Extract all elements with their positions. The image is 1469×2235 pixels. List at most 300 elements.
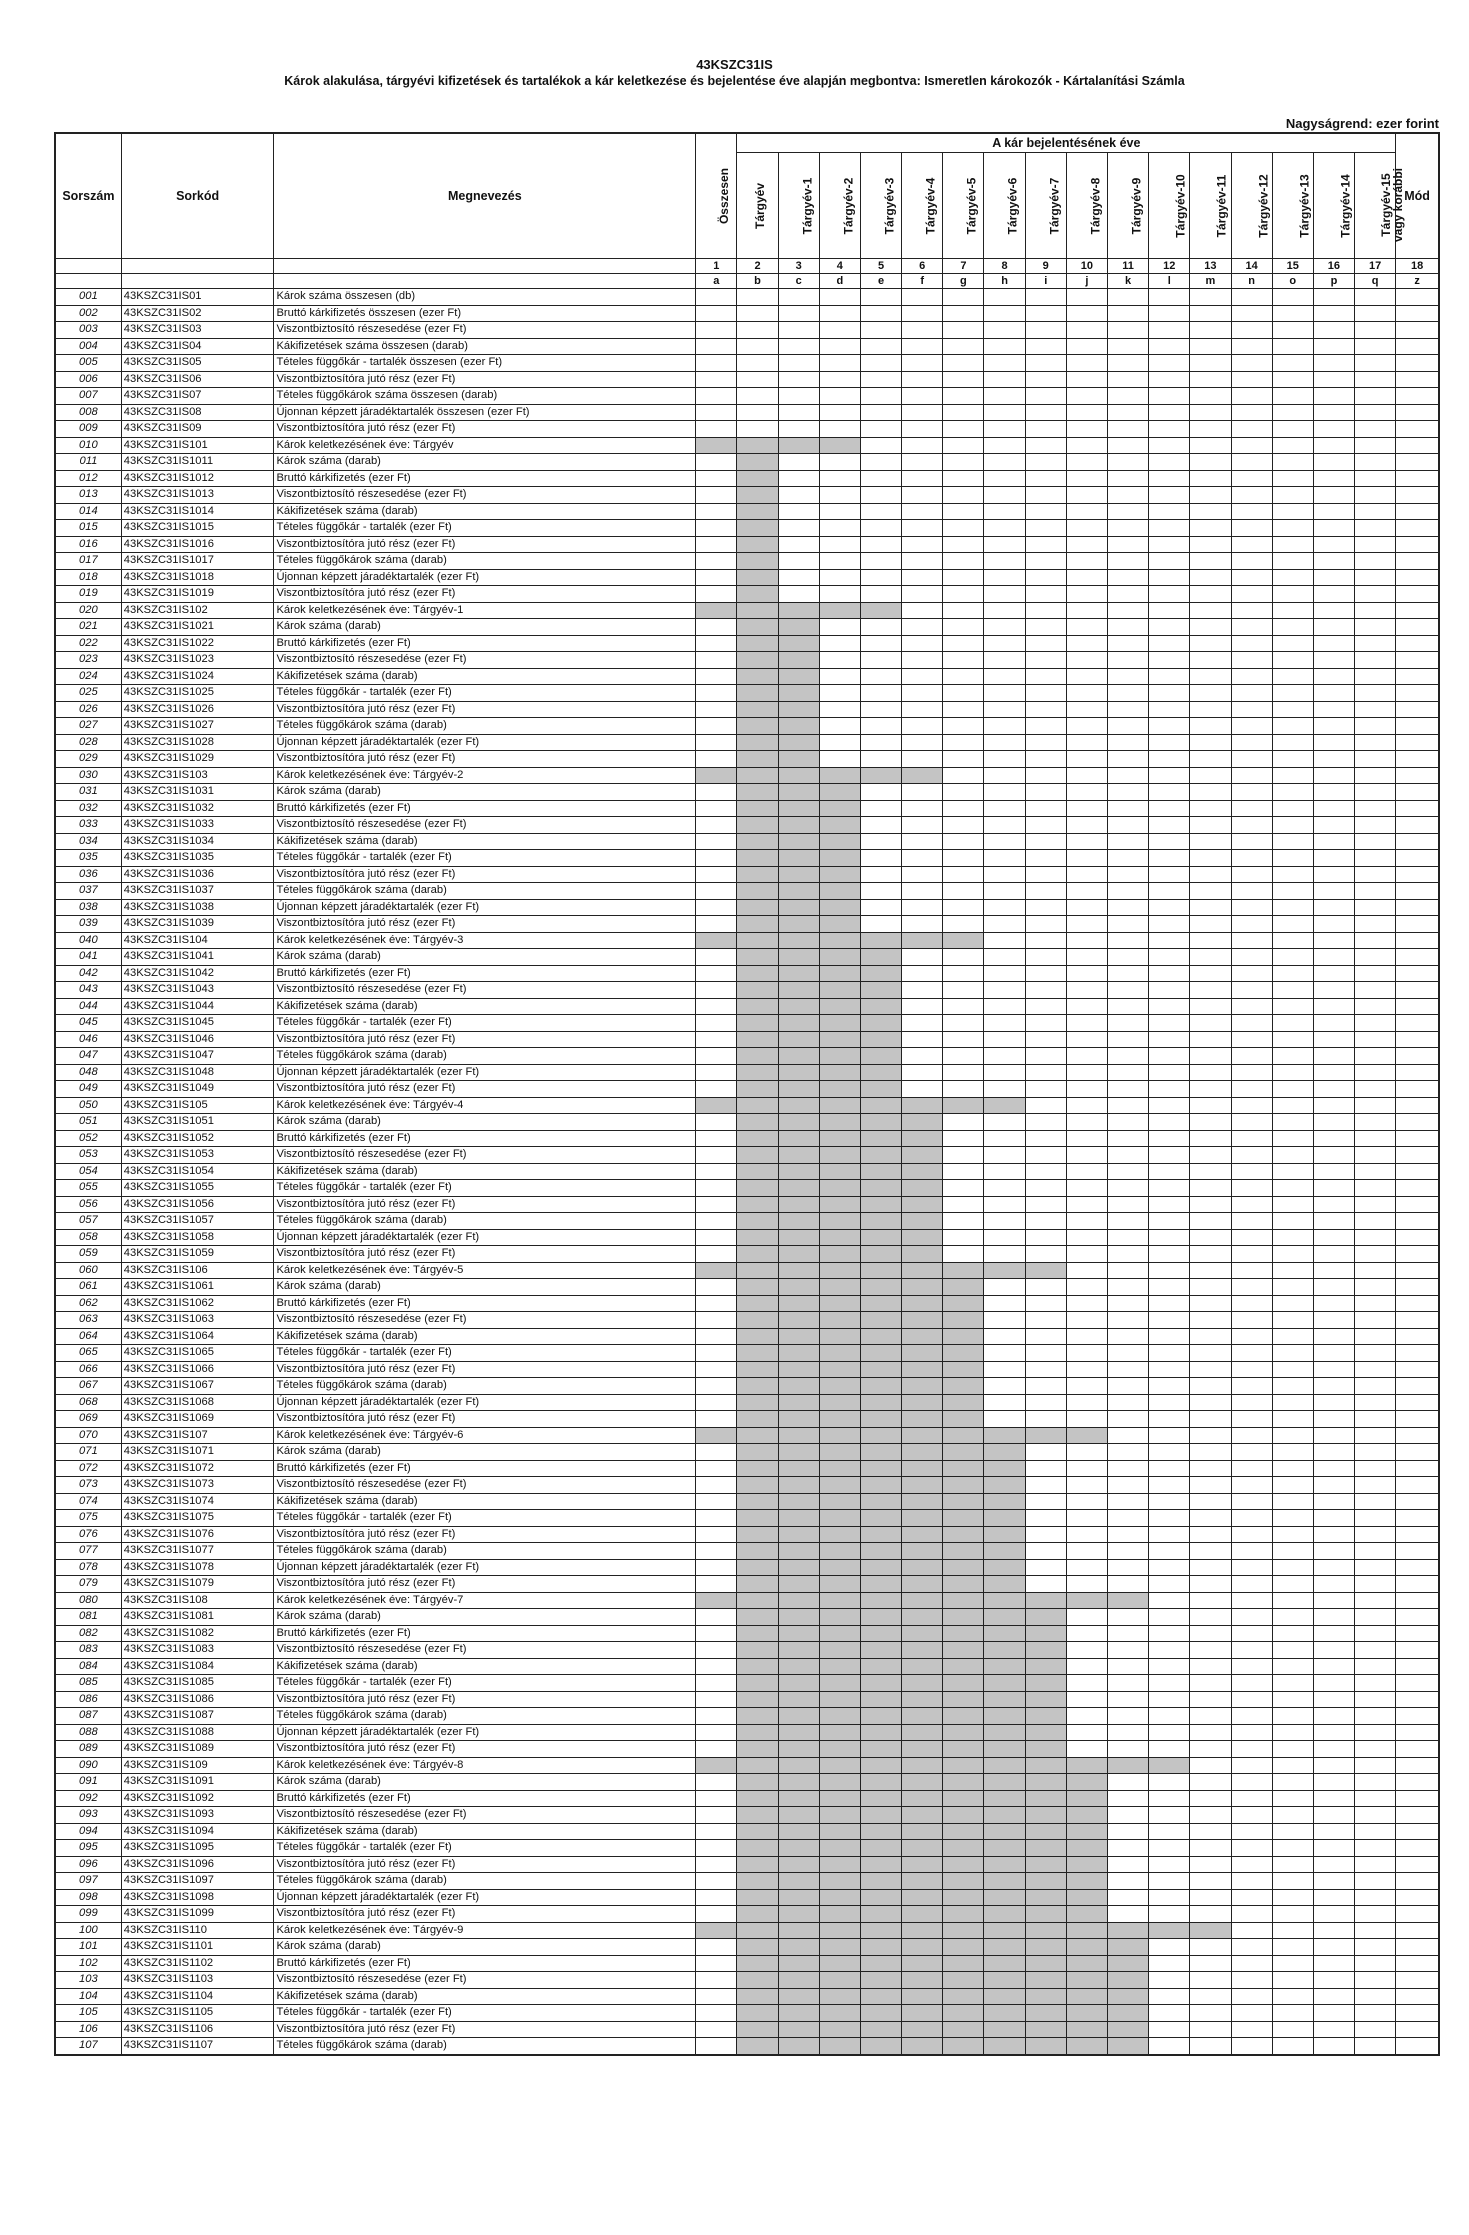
input-cell[interactable] [696, 338, 737, 355]
input-cell[interactable] [1066, 916, 1107, 933]
input-cell[interactable] [696, 1196, 737, 1213]
input-cell[interactable] [1066, 1493, 1107, 1510]
input-cell[interactable] [1272, 1955, 1313, 1972]
input-cell[interactable] [696, 586, 737, 603]
input-cell[interactable] [1272, 1922, 1313, 1939]
input-cell[interactable] [696, 2021, 737, 2038]
input-cell[interactable] [1355, 767, 1396, 784]
input-cell[interactable] [984, 569, 1025, 586]
input-cell[interactable] [943, 520, 984, 537]
input-cell[interactable] [1149, 2021, 1190, 2038]
input-cell[interactable] [1149, 1295, 1190, 1312]
input-cell[interactable] [1313, 1642, 1354, 1659]
input-cell[interactable] [1025, 1196, 1066, 1213]
input-cell[interactable] [1190, 338, 1231, 355]
input-cell[interactable] [1231, 1576, 1272, 1593]
input-cell[interactable] [1149, 1906, 1190, 1923]
input-cell[interactable] [1107, 784, 1148, 801]
input-cell[interactable] [1396, 932, 1439, 949]
input-cell[interactable] [1025, 322, 1066, 339]
input-cell[interactable] [1396, 1906, 1439, 1923]
input-cell[interactable] [1231, 1493, 1272, 1510]
input-cell[interactable] [819, 503, 860, 520]
input-cell[interactable] [943, 800, 984, 817]
input-cell[interactable] [1272, 1757, 1313, 1774]
input-cell[interactable] [1066, 1394, 1107, 1411]
input-cell[interactable] [1231, 932, 1272, 949]
input-cell[interactable] [1396, 1741, 1439, 1758]
input-cell[interactable] [1231, 1180, 1272, 1197]
input-cell[interactable] [1190, 1246, 1231, 1263]
input-cell[interactable] [1066, 1477, 1107, 1494]
input-cell[interactable] [1149, 1526, 1190, 1543]
input-cell[interactable] [696, 289, 737, 306]
input-cell[interactable] [984, 883, 1025, 900]
input-cell[interactable] [902, 338, 943, 355]
input-cell[interactable] [1025, 1031, 1066, 1048]
input-cell[interactable] [696, 949, 737, 966]
input-cell[interactable] [1149, 1823, 1190, 1840]
input-cell[interactable] [1149, 817, 1190, 834]
input-cell[interactable] [696, 899, 737, 916]
input-cell[interactable] [1355, 652, 1396, 669]
input-cell[interactable] [819, 635, 860, 652]
input-cell[interactable] [943, 1196, 984, 1213]
input-cell[interactable] [1107, 569, 1148, 586]
input-cell[interactable] [1107, 454, 1148, 471]
input-cell[interactable] [1272, 1048, 1313, 1065]
input-cell[interactable] [1066, 1724, 1107, 1741]
input-cell[interactable] [943, 586, 984, 603]
input-cell[interactable] [1272, 767, 1313, 784]
input-cell[interactable] [1355, 916, 1396, 933]
input-cell[interactable] [1107, 866, 1148, 883]
input-cell[interactable] [1190, 404, 1231, 421]
input-cell[interactable] [984, 503, 1025, 520]
input-cell[interactable] [1066, 503, 1107, 520]
input-cell[interactable] [1190, 569, 1231, 586]
input-cell[interactable] [1355, 932, 1396, 949]
input-cell[interactable] [1355, 1724, 1396, 1741]
input-cell[interactable] [1149, 421, 1190, 438]
input-cell[interactable] [1149, 899, 1190, 916]
input-cell[interactable] [696, 520, 737, 537]
input-cell[interactable] [1396, 1955, 1439, 1972]
input-cell[interactable] [1190, 916, 1231, 933]
input-cell[interactable] [1396, 751, 1439, 768]
input-cell[interactable] [1313, 404, 1354, 421]
input-cell[interactable] [984, 718, 1025, 735]
input-cell[interactable] [1396, 1345, 1439, 1362]
input-cell[interactable] [1313, 1114, 1354, 1131]
input-cell[interactable] [1272, 833, 1313, 850]
input-cell[interactable] [819, 421, 860, 438]
input-cell[interactable] [984, 1163, 1025, 1180]
input-cell[interactable] [1396, 949, 1439, 966]
input-cell[interactable] [1107, 1840, 1148, 1857]
input-cell[interactable] [1231, 322, 1272, 339]
input-cell[interactable] [1313, 916, 1354, 933]
input-cell[interactable] [860, 470, 901, 487]
input-cell[interactable] [1272, 1724, 1313, 1741]
input-cell[interactable] [696, 1625, 737, 1642]
input-cell[interactable] [696, 1345, 737, 1362]
input-cell[interactable] [1149, 1394, 1190, 1411]
input-cell[interactable] [1149, 932, 1190, 949]
input-cell[interactable] [778, 355, 819, 372]
input-cell[interactable] [1066, 1064, 1107, 1081]
input-cell[interactable] [1396, 289, 1439, 306]
input-cell[interactable] [1272, 866, 1313, 883]
input-cell[interactable] [984, 355, 1025, 372]
input-cell[interactable] [1190, 487, 1231, 504]
input-cell[interactable] [902, 751, 943, 768]
input-cell[interactable] [1355, 1493, 1396, 1510]
input-cell[interactable] [1231, 1823, 1272, 1840]
input-cell[interactable] [1272, 1972, 1313, 1989]
input-cell[interactable] [1313, 652, 1354, 669]
input-cell[interactable] [1190, 2005, 1231, 2022]
input-cell[interactable] [1025, 1543, 1066, 1560]
input-cell[interactable] [984, 998, 1025, 1015]
input-cell[interactable] [1149, 437, 1190, 454]
input-cell[interactable] [943, 454, 984, 471]
input-cell[interactable] [1272, 1543, 1313, 1560]
input-cell[interactable] [1396, 701, 1439, 718]
input-cell[interactable] [943, 718, 984, 735]
input-cell[interactable] [1313, 536, 1354, 553]
input-cell[interactable] [1231, 553, 1272, 570]
input-cell[interactable] [1149, 701, 1190, 718]
input-cell[interactable] [696, 1378, 737, 1395]
input-cell[interactable] [1107, 1642, 1148, 1659]
input-cell[interactable] [696, 1724, 737, 1741]
input-cell[interactable] [1313, 1609, 1354, 1626]
input-cell[interactable] [1190, 503, 1231, 520]
input-cell[interactable] [1355, 1180, 1396, 1197]
input-cell[interactable] [1107, 1031, 1148, 1048]
input-cell[interactable] [1107, 1675, 1148, 1692]
input-cell[interactable] [1272, 1180, 1313, 1197]
input-cell[interactable] [1066, 965, 1107, 982]
input-cell[interactable] [1355, 1543, 1396, 1560]
input-cell[interactable] [1107, 1807, 1148, 1824]
input-cell[interactable] [1025, 305, 1066, 322]
input-cell[interactable] [1396, 454, 1439, 471]
input-cell[interactable] [1272, 1444, 1313, 1461]
input-cell[interactable] [1396, 767, 1439, 784]
input-cell[interactable] [1355, 1741, 1396, 1758]
input-cell[interactable] [984, 289, 1025, 306]
input-cell[interactable] [1272, 1988, 1313, 2005]
input-cell[interactable] [1190, 1411, 1231, 1428]
input-cell[interactable] [860, 536, 901, 553]
input-cell[interactable] [1025, 1312, 1066, 1329]
input-cell[interactable] [1396, 1889, 1439, 1906]
input-cell[interactable] [943, 899, 984, 916]
input-cell[interactable] [902, 1064, 943, 1081]
input-cell[interactable] [860, 701, 901, 718]
input-cell[interactable] [984, 371, 1025, 388]
input-cell[interactable] [1190, 1048, 1231, 1065]
input-cell[interactable] [1355, 1807, 1396, 1824]
input-cell[interactable] [1355, 553, 1396, 570]
input-cell[interactable] [984, 784, 1025, 801]
input-cell[interactable] [696, 1840, 737, 1857]
input-cell[interactable] [1025, 1180, 1066, 1197]
input-cell[interactable] [1231, 1724, 1272, 1741]
input-cell[interactable] [1025, 1510, 1066, 1527]
input-cell[interactable] [696, 421, 737, 438]
input-cell[interactable] [778, 503, 819, 520]
input-cell[interactable] [1231, 1543, 1272, 1560]
input-cell[interactable] [1066, 1658, 1107, 1675]
input-cell[interactable] [1313, 883, 1354, 900]
input-cell[interactable] [819, 751, 860, 768]
input-cell[interactable] [1396, 685, 1439, 702]
input-cell[interactable] [1355, 569, 1396, 586]
input-cell[interactable] [1272, 1939, 1313, 1956]
input-cell[interactable] [1190, 866, 1231, 883]
input-cell[interactable] [1190, 784, 1231, 801]
input-cell[interactable] [860, 338, 901, 355]
input-cell[interactable] [860, 569, 901, 586]
input-cell[interactable] [1190, 1774, 1231, 1791]
input-cell[interactable] [1355, 982, 1396, 999]
input-cell[interactable] [902, 833, 943, 850]
input-cell[interactable] [943, 1031, 984, 1048]
input-cell[interactable] [1272, 1295, 1313, 1312]
input-cell[interactable] [943, 1229, 984, 1246]
input-cell[interactable] [902, 470, 943, 487]
input-cell[interactable] [1149, 470, 1190, 487]
input-cell[interactable] [1231, 1559, 1272, 1576]
input-cell[interactable] [1025, 1361, 1066, 1378]
input-cell[interactable] [1190, 1955, 1231, 1972]
input-cell[interactable] [696, 553, 737, 570]
input-cell[interactable] [1272, 586, 1313, 603]
input-cell[interactable] [1066, 1625, 1107, 1642]
input-cell[interactable] [1107, 1361, 1148, 1378]
input-cell[interactable] [1025, 932, 1066, 949]
input-cell[interactable] [1149, 355, 1190, 372]
input-cell[interactable] [1313, 1840, 1354, 1857]
input-cell[interactable] [943, 619, 984, 636]
input-cell[interactable] [819, 619, 860, 636]
input-cell[interactable] [819, 289, 860, 306]
input-cell[interactable] [860, 553, 901, 570]
input-cell[interactable] [1025, 916, 1066, 933]
input-cell[interactable] [943, 883, 984, 900]
input-cell[interactable] [1396, 1609, 1439, 1626]
input-cell[interactable] [1025, 404, 1066, 421]
input-cell[interactable] [696, 1147, 737, 1164]
input-cell[interactable] [1231, 1295, 1272, 1312]
input-cell[interactable] [902, 1048, 943, 1065]
input-cell[interactable] [1190, 1081, 1231, 1098]
input-cell[interactable] [1190, 1873, 1231, 1890]
input-cell[interactable] [1272, 1906, 1313, 1923]
input-cell[interactable] [1025, 1444, 1066, 1461]
input-cell[interactable] [1066, 1180, 1107, 1197]
input-cell[interactable] [1190, 1939, 1231, 1956]
input-cell[interactable] [943, 1213, 984, 1230]
input-cell[interactable] [1190, 619, 1231, 636]
input-cell[interactable] [1190, 1757, 1231, 1774]
input-cell[interactable] [984, 619, 1025, 636]
input-cell[interactable] [1396, 322, 1439, 339]
input-cell[interactable] [1313, 1675, 1354, 1692]
input-cell[interactable] [860, 784, 901, 801]
input-cell[interactable] [984, 454, 1025, 471]
input-cell[interactable] [1066, 1246, 1107, 1263]
input-cell[interactable] [1231, 1427, 1272, 1444]
input-cell[interactable] [1272, 1064, 1313, 1081]
input-cell[interactable] [1396, 998, 1439, 1015]
input-cell[interactable] [902, 949, 943, 966]
input-cell[interactable] [696, 487, 737, 504]
input-cell[interactable] [1313, 503, 1354, 520]
input-cell[interactable] [1396, 619, 1439, 636]
input-cell[interactable] [819, 586, 860, 603]
input-cell[interactable] [778, 553, 819, 570]
input-cell[interactable] [1190, 883, 1231, 900]
input-cell[interactable] [1313, 850, 1354, 867]
input-cell[interactable] [984, 437, 1025, 454]
input-cell[interactable] [1025, 784, 1066, 801]
input-cell[interactable] [1025, 767, 1066, 784]
input-cell[interactable] [1355, 1345, 1396, 1362]
input-cell[interactable] [1107, 800, 1148, 817]
input-cell[interactable] [1396, 470, 1439, 487]
input-cell[interactable] [696, 883, 737, 900]
input-cell[interactable] [1396, 553, 1439, 570]
input-cell[interactable] [1396, 1213, 1439, 1230]
input-cell[interactable] [1272, 1708, 1313, 1725]
input-cell[interactable] [1190, 1213, 1231, 1230]
input-cell[interactable] [1355, 421, 1396, 438]
input-cell[interactable] [1025, 1394, 1066, 1411]
input-cell[interactable] [1190, 1147, 1231, 1164]
input-cell[interactable] [1025, 1477, 1066, 1494]
input-cell[interactable] [1396, 1163, 1439, 1180]
input-cell[interactable] [1396, 1774, 1439, 1791]
input-cell[interactable] [1025, 685, 1066, 702]
input-cell[interactable] [1149, 751, 1190, 768]
input-cell[interactable] [1396, 1196, 1439, 1213]
input-cell[interactable] [984, 817, 1025, 834]
input-cell[interactable] [1190, 388, 1231, 405]
input-cell[interactable] [1149, 1031, 1190, 1048]
input-cell[interactable] [1272, 2021, 1313, 2038]
input-cell[interactable] [1025, 1460, 1066, 1477]
input-cell[interactable] [1396, 718, 1439, 735]
input-cell[interactable] [860, 866, 901, 883]
input-cell[interactable] [778, 454, 819, 471]
input-cell[interactable] [1272, 1625, 1313, 1642]
input-cell[interactable] [1231, 883, 1272, 900]
input-cell[interactable] [1190, 470, 1231, 487]
input-cell[interactable] [819, 652, 860, 669]
input-cell[interactable] [1355, 1988, 1396, 2005]
input-cell[interactable] [1396, 1493, 1439, 1510]
input-cell[interactable] [1107, 668, 1148, 685]
input-cell[interactable] [1190, 1345, 1231, 1362]
input-cell[interactable] [1107, 751, 1148, 768]
input-cell[interactable] [696, 998, 737, 1015]
input-cell[interactable] [1149, 1856, 1190, 1873]
input-cell[interactable] [1190, 1262, 1231, 1279]
input-cell[interactable] [1107, 1081, 1148, 1098]
input-cell[interactable] [1066, 421, 1107, 438]
input-cell[interactable] [1190, 1741, 1231, 1758]
input-cell[interactable] [1107, 932, 1148, 949]
input-cell[interactable] [778, 289, 819, 306]
input-cell[interactable] [1272, 1312, 1313, 1329]
input-cell[interactable] [984, 767, 1025, 784]
input-cell[interactable] [1355, 404, 1396, 421]
input-cell[interactable] [1272, 355, 1313, 372]
input-cell[interactable] [696, 1675, 737, 1692]
input-cell[interactable] [1355, 1361, 1396, 1378]
input-cell[interactable] [1396, 1477, 1439, 1494]
input-cell[interactable] [1231, 1939, 1272, 1956]
input-cell[interactable] [1231, 1213, 1272, 1230]
input-cell[interactable] [1272, 1378, 1313, 1395]
input-cell[interactable] [984, 1081, 1025, 1098]
input-cell[interactable] [1355, 1031, 1396, 1048]
input-cell[interactable] [1107, 817, 1148, 834]
input-cell[interactable] [1231, 800, 1272, 817]
input-cell[interactable] [1149, 1378, 1190, 1395]
input-cell[interactable] [1107, 1906, 1148, 1923]
input-cell[interactable] [1190, 2038, 1231, 2055]
input-cell[interactable] [1149, 1147, 1190, 1164]
input-cell[interactable] [1396, 1559, 1439, 1576]
input-cell[interactable] [902, 668, 943, 685]
input-cell[interactable] [1149, 1493, 1190, 1510]
input-cell[interactable] [1149, 536, 1190, 553]
input-cell[interactable] [778, 586, 819, 603]
input-cell[interactable] [1272, 1658, 1313, 1675]
input-cell[interactable] [1025, 1279, 1066, 1296]
input-cell[interactable] [1313, 1328, 1354, 1345]
input-cell[interactable] [819, 536, 860, 553]
input-cell[interactable] [1355, 1312, 1396, 1329]
input-cell[interactable] [1272, 1361, 1313, 1378]
input-cell[interactable] [1355, 817, 1396, 834]
input-cell[interactable] [1396, 1246, 1439, 1263]
input-cell[interactable] [1149, 718, 1190, 735]
input-cell[interactable] [696, 718, 737, 735]
input-cell[interactable] [1231, 668, 1272, 685]
input-cell[interactable] [1313, 1856, 1354, 1873]
input-cell[interactable] [1272, 1609, 1313, 1626]
input-cell[interactable] [1066, 1526, 1107, 1543]
input-cell[interactable] [1313, 1394, 1354, 1411]
input-cell[interactable] [1190, 635, 1231, 652]
input-cell[interactable] [902, 718, 943, 735]
input-cell[interactable] [1190, 1559, 1231, 1576]
input-cell[interactable] [696, 1031, 737, 1048]
input-cell[interactable] [1313, 602, 1354, 619]
input-cell[interactable] [778, 536, 819, 553]
input-cell[interactable] [819, 685, 860, 702]
input-cell[interactable] [1149, 388, 1190, 405]
input-cell[interactable] [984, 833, 1025, 850]
input-cell[interactable] [1355, 1691, 1396, 1708]
input-cell[interactable] [696, 1394, 737, 1411]
